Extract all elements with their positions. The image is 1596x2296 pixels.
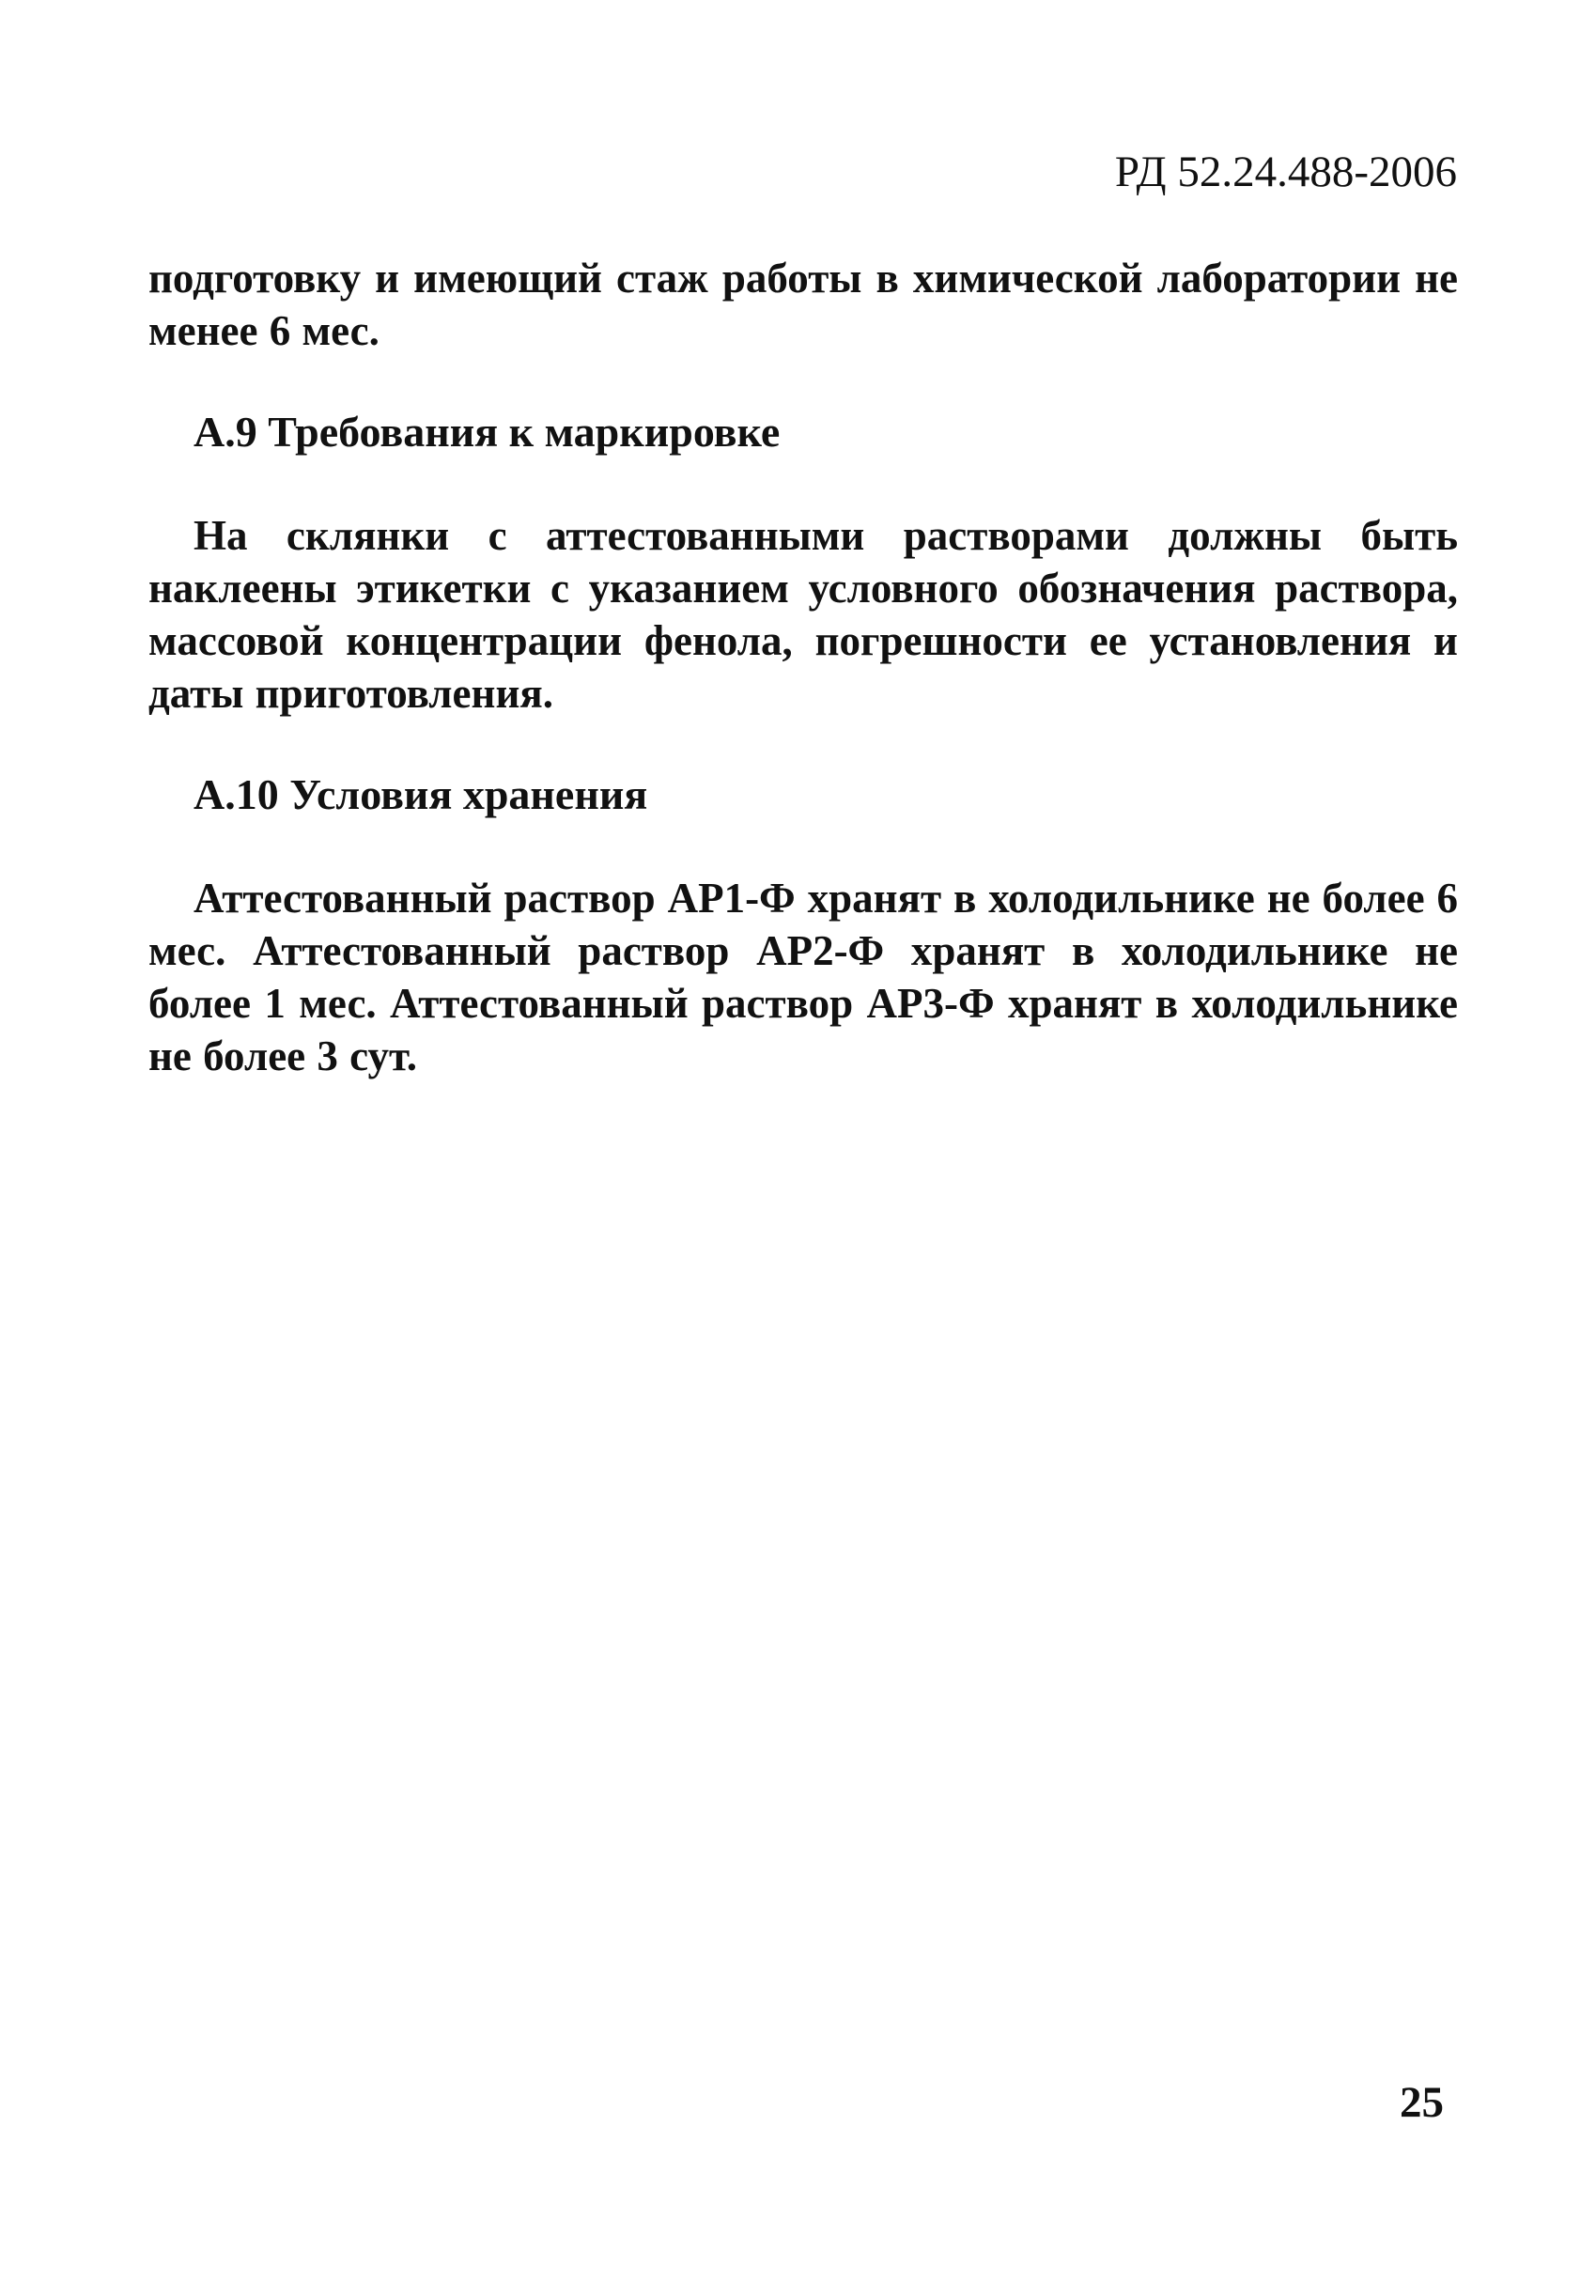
section-a10-text: Аттестованный раствор АР1-Ф хранят в холодильнике не более 6 мес. Аттестованный раствор АР2-Ф хранят в холодильнике не более 1 мес. Аттестованный раствор АР3-Ф хранят в холодильнике не более 3 сут. <box>148 875 1458 1079</box>
page-number: 25 <box>1400 2078 1444 2127</box>
intro-paragraph: подготовку и имеющий стаж работы в химической лаборатории не менее 6 мес. <box>148 255 1458 354</box>
section-a9-title: А.9 Требования к маркировке <box>194 408 781 456</box>
section-a10-title: А.10 Условия хранения <box>194 770 648 818</box>
document-code: РД 52.24.488-2006 <box>1114 147 1457 196</box>
page-content <box>148 252 1458 1082</box>
section-a9-text: На склянки с аттестованными растворами должны быть наклеены этикетки с указанием условного обозначения раствора, массовой концентрации фенола, погрешности ее установления и даты приготовления. <box>148 512 1458 717</box>
